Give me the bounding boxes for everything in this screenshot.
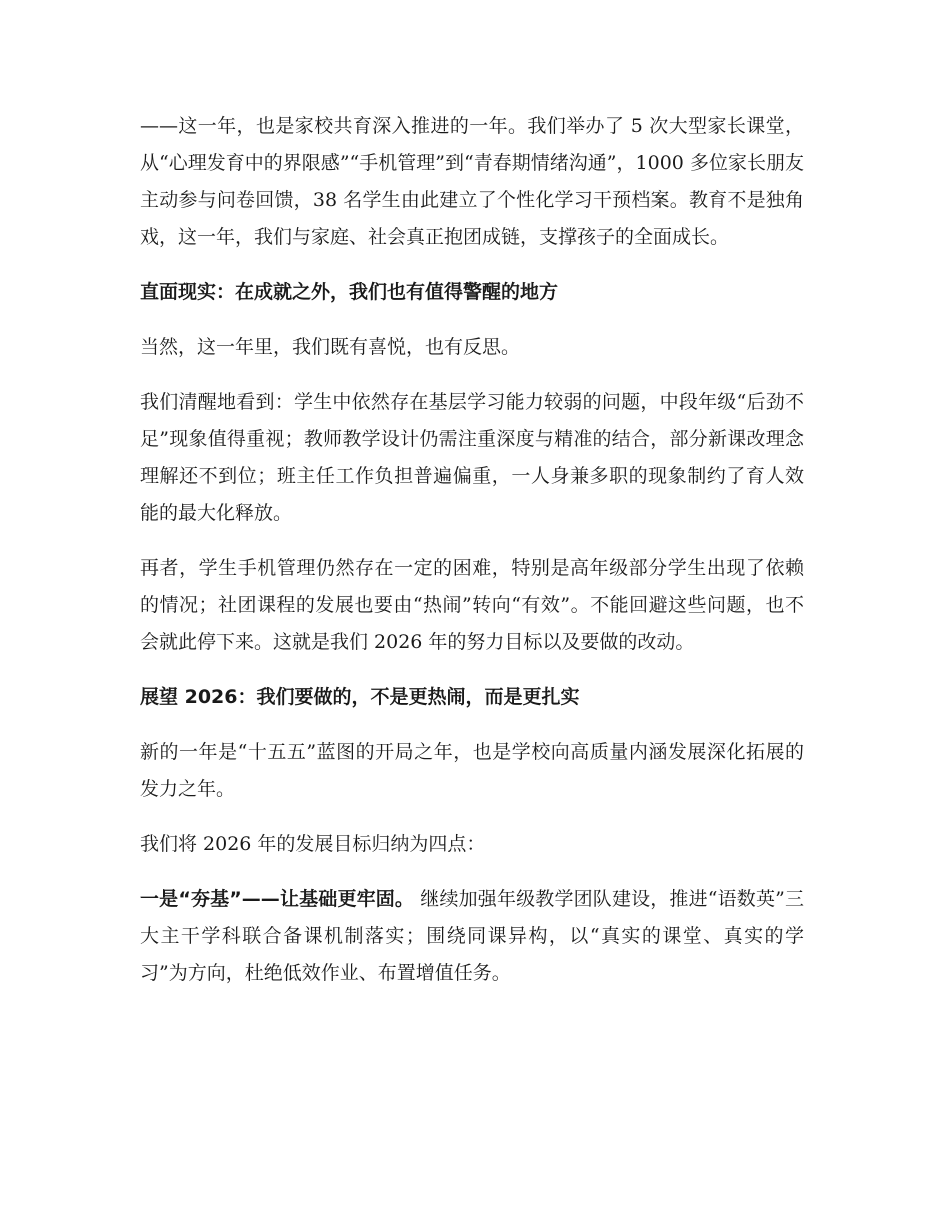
section-heading-reality: 直面现实：在成就之外，我们也有值得警醒的地方 [140,281,559,303]
paragraph-new-year: 新的一年是“十五五”蓝图的开局之年，也是学校向高质量内涵发展深化拓展的发力之年。 [140,741,804,800]
goal-one-body: 继续加强年级教学团队建设，推进“语数英”三大主干学科联合备课机制落实；围绕同课异构，以“真实的课堂、真实的学习”为方向，杜绝低效作业、布置增值任务。 [140,888,805,984]
paragraph-problems: 我们清醒地看到：学生中依然存在基层学习能力较弱的问题，中段年级“后劲不足”现象值得重视；教师教学设计仍需注重深度与精准的结合，部分新课改理念理解还不到位；班主任工作负担普遍偏重，一人身兼多职的现象制约了育人效能的最大化释放。 [140,391,804,524]
document-page [140,108,804,1010]
paragraph-phone-management: 再者，学生手机管理仍然存在一定的困难，特别是高年级部分学生出现了依赖的情况；社团课程的发展也要由“热闹”转向“有效”。不能回避这些问题，也不会就此停下来。这就是我们 2026 年的努力目标以及要做的改动。 [140,557,804,653]
paragraph-reflection-intro: 当然，这一年里，我们既有喜悦，也有反思。 [140,336,521,358]
paragraph-goal-one [140,881,804,992]
paragraph-home-school: ——这一年，也是家校共育深入推进的一年。我们举办了 5 次大型家长课堂，从“心理发育中的界限感”“手机管理”到“青春期情绪沟通”，1000 多位家长朋友主动参与问卷回馈，38 名学生由此建立了个性化学习干预档案。教育不是独角戏，这一年，我们与家庭、社会真正抱团成链，支撑孩子的全面成长。 [140,115,804,248]
section-heading-outlook: 展望 2026：我们要做的，不是更热闹，而是更扎实 [140,686,580,708]
paragraph-goals-intro: 我们将 2026 年的发展目标归纳为四点： [140,833,486,855]
goal-one-lead: 一是“夯基”——让基础更牢固。 [140,888,415,910]
